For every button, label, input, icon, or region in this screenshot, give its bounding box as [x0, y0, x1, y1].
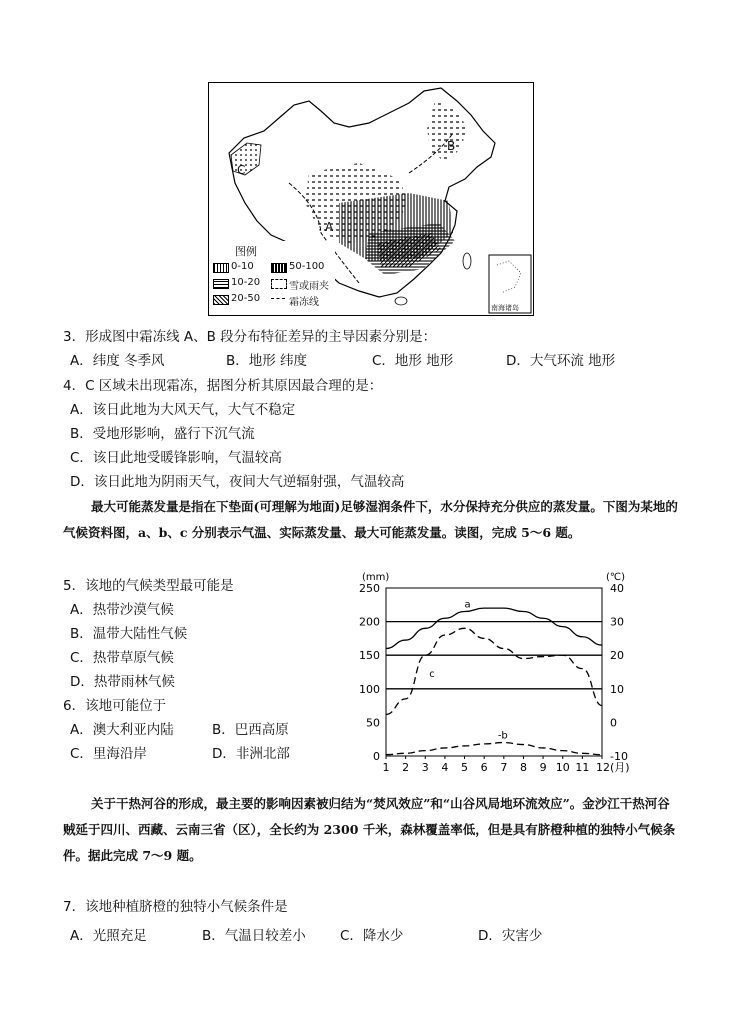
q3-stem: 3．形成图中霜冻线 A、B 段分布特征差异的主导因素分别是：: [63, 329, 437, 345]
q3-option-a[interactable]: A．纬度 冬季风: [70, 353, 165, 369]
q4-option-c[interactable]: C．该日此地受暖锋影响，气温较高: [70, 450, 282, 466]
q3-option-b[interactable]: B．地形 纬度: [226, 353, 308, 369]
x-tick-label: 10: [555, 761, 570, 774]
q5-option-c[interactable]: C．热带草原气候: [70, 650, 174, 666]
q4-option-b[interactable]: B．受地形影响，盛行下沉气流: [70, 426, 255, 442]
label-b: B: [447, 139, 456, 153]
hainan: [395, 297, 407, 305]
legend-swatch-10-20: [213, 279, 229, 289]
right-tick-label: 0: [610, 716, 617, 730]
frost-map: [208, 82, 534, 316]
x-tick-label: 6: [480, 761, 488, 774]
series-c-line: [386, 628, 602, 714]
label-a: A: [325, 220, 334, 234]
q7-option-c[interactable]: C．降水少: [340, 928, 404, 944]
q4-stem: 4．C 区域未出现霜冻，据图分析其原因最合理的是：: [63, 378, 383, 394]
chart-frame: [386, 588, 602, 756]
right-tick-label: 30: [610, 615, 624, 629]
left-tick-label: 150: [359, 649, 380, 663]
x-tick-label: 2: [402, 761, 410, 774]
x-tick-label: 12(月): [596, 761, 630, 774]
climate-chart-svg: [350, 568, 650, 783]
x-tick-label: 1: [382, 761, 390, 774]
series-a-line: [386, 608, 602, 648]
series-b-label: -b: [497, 730, 508, 742]
x-tick-label: 4: [441, 761, 449, 774]
left-tick-label: 250: [359, 582, 380, 595]
right-tick-label: 20: [610, 649, 624, 663]
q4-option-d[interactable]: D．该日此地为阴雨天气，夜间大气逆辐射强，气温较高: [70, 474, 405, 490]
q3-option-c[interactable]: C．地形 地形: [372, 353, 454, 369]
map-legend: [213, 241, 335, 313]
q5-option-b[interactable]: B．温带大陆性气候: [70, 626, 188, 642]
q3-option-d[interactable]: D．大气环流 地形: [506, 353, 616, 369]
left-tick-label: 100: [359, 682, 380, 696]
q7-option-a[interactable]: A．光照充足: [70, 928, 147, 944]
legend-item-50-100: 50-100: [289, 261, 325, 272]
q5-option-d[interactable]: D．热带雨林气候: [70, 674, 175, 690]
right-tick-label: -10: [610, 750, 628, 763]
x-tick-label: 9: [539, 761, 547, 774]
climate-chart: [350, 568, 650, 783]
taiwan: [463, 253, 471, 269]
legend-title: 图例: [235, 245, 257, 258]
legend-item-20-50: 20-50: [231, 293, 261, 304]
x-tick-label: 11: [575, 761, 590, 774]
legend-swatch-snow: [271, 279, 287, 289]
x-tick-label: 5: [461, 761, 469, 774]
q5-option-a[interactable]: A．热带沙漠气候: [70, 602, 174, 618]
q7-stem: 7．该地种植脐橙的独特小气候条件是: [63, 899, 288, 915]
q5-stem: 5．该地的气候类型最可能是: [63, 578, 234, 594]
x-tick-label: 8: [519, 761, 527, 774]
intro-5-6: 最大可能蒸发量是指在下垫面(可理解为地面)足够湿润条件下，水分保持充分供应的蒸发量。下图为某地的气候资料图，a、b、c 分别表示气温、实际蒸发量、最大可能蒸发量。读图，完成 5～6 题。: [63, 499, 678, 540]
series-a-label: a: [464, 599, 471, 611]
left-tick-label: 200: [359, 615, 380, 629]
left-tick-label: 50: [366, 716, 380, 730]
legend-swatch-frost-line: [271, 298, 285, 299]
legend-item-snow: 雪或雨夹: [289, 281, 329, 292]
q6-option-a[interactable]: A．澳大利亚内陆: [70, 722, 174, 738]
left-unit-label: (mm): [362, 572, 390, 583]
q7-option-d[interactable]: D．灾害少: [478, 928, 543, 944]
x-tick-label: 3: [421, 761, 429, 774]
q6-option-c[interactable]: C．里海沿岸: [70, 746, 147, 762]
left-tick-label: 0: [373, 750, 380, 763]
series-c-label: c: [429, 669, 435, 681]
legend-item-frost-line: 霜冻线: [289, 297, 319, 308]
legend-swatch-0-10: [213, 263, 229, 273]
label-c: C: [237, 163, 246, 177]
intro-7-9: 关于干热河谷的形成，最主要的影响因素被归结为“焚风效应”和“山谷风局地环流效应”。金沙江干热河谷贼延于四川、西藏、云南三省（区），全长约为 2300 千米，森林覆盖率低，但是具有脐橙种植的独特小气候条件。据此完成 7～9 题。: [63, 796, 676, 863]
series-b-line: [386, 743, 602, 755]
q7-option-b[interactable]: B．气温日较差小: [202, 928, 306, 944]
legend-swatch-20-50: [213, 295, 229, 305]
x-tick-label: 7: [500, 761, 508, 774]
q6-option-d[interactable]: D．非洲北部: [212, 746, 290, 762]
legend-item-0-10: 0-10: [231, 261, 254, 272]
q4-option-a[interactable]: A．该日此地为大风天气，大气不稳定: [70, 402, 296, 418]
q6-stem: 6．该地可能位于: [63, 698, 167, 714]
right-tick-label: 40: [610, 582, 624, 595]
inset-label: 南海诸岛: [491, 304, 519, 312]
q6-option-b[interactable]: B．巴西高原: [212, 722, 289, 738]
legend-item-10-20: 10-20: [231, 277, 261, 288]
right-tick-label: 10: [610, 682, 624, 696]
legend-swatch-50-100: [271, 263, 287, 273]
right-unit-label: (℃): [606, 572, 626, 583]
